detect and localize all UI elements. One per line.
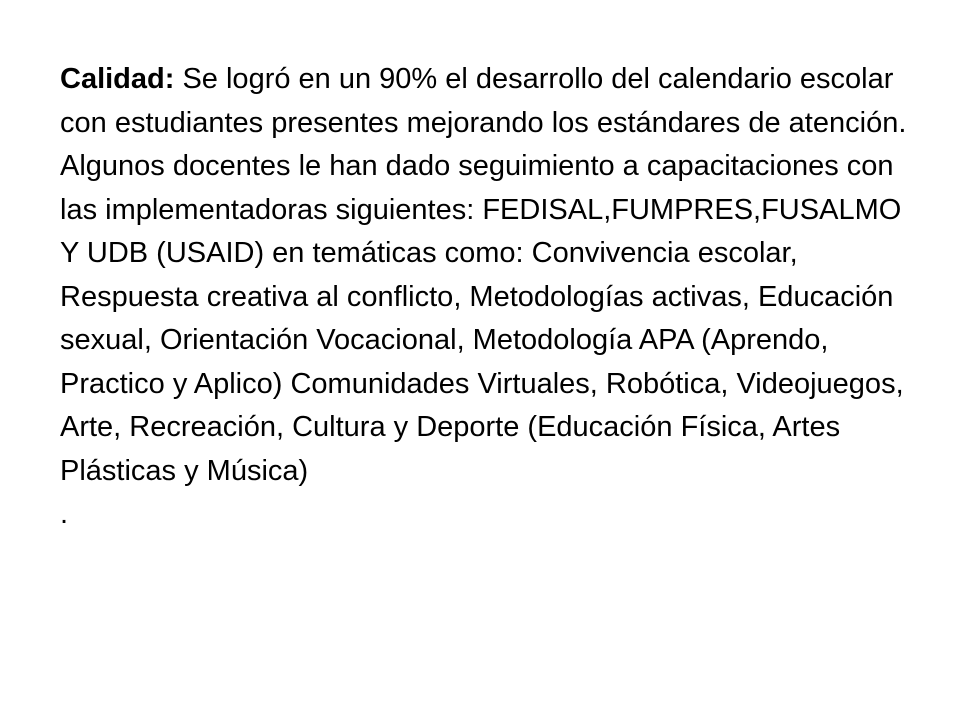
calidad-text: Se logró en un 90% el desarrollo del calendario escolar con estudiantes presentes mejorando los estándares de atención. xyxy=(60,63,907,139)
calidad-label: Calidad: xyxy=(60,63,175,95)
capacitaciones-paragraph: Algunos docentes le han dado seguimiento a capacitaciones con las implementadoras siguientes: FEDISAL,FUMPRES,FUSALMO Y UDB (USAID) en temáticas como: Convivencia escolar, Respuesta creativa al conflicto, Metodologías activas, Educación sexual, Orientación Vocacional, Metodología APA (Aprendo, Practico y Aplico) Comunidades Virtuales, Robótica, Videojuegos, Arte, Recreación, Cultura y Deporte (Educación Física, Artes Plásticas y Música) xyxy=(60,150,904,487)
trailing-dot: . xyxy=(60,498,69,530)
calidad-paragraph xyxy=(60,58,910,145)
slide-text-block xyxy=(60,58,910,537)
